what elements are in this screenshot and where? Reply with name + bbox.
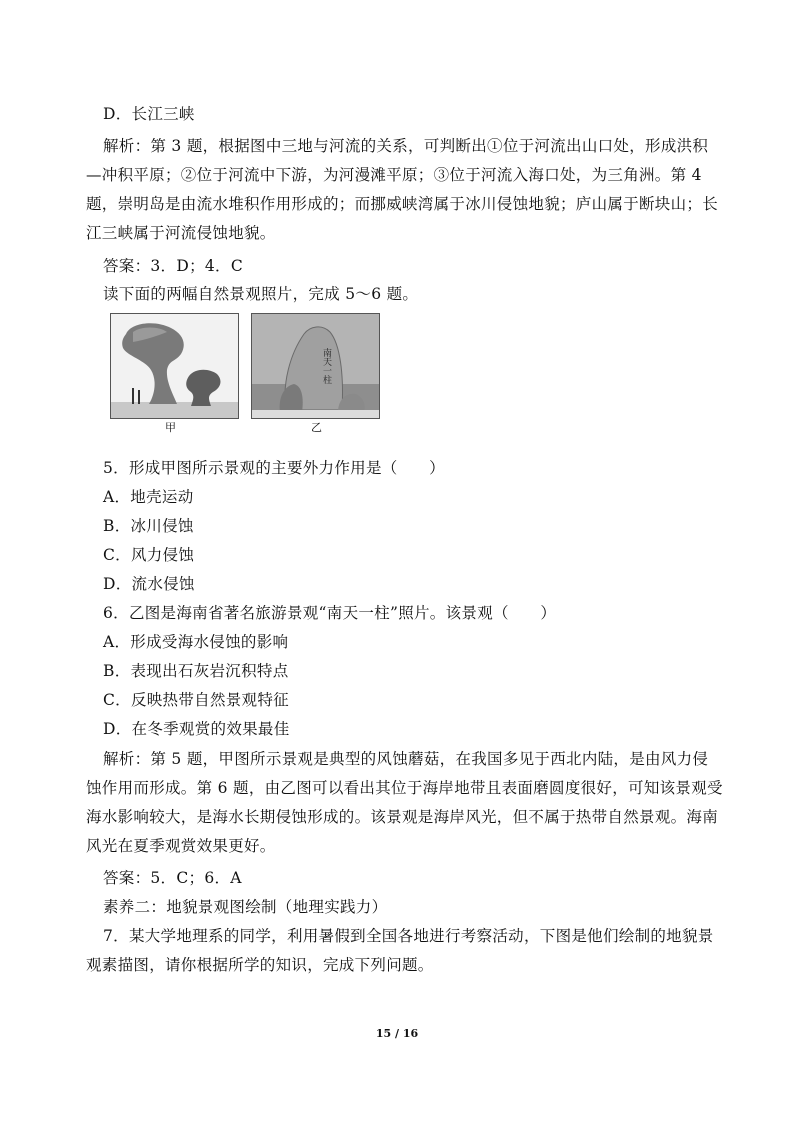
photo-jia (110, 313, 239, 419)
analysis-2-line-3: 海水影响较大，是海水长期侵蚀形成的。该景观是海岸风光，但不属于热带自然景观。海南 (86, 808, 719, 826)
question-intro: 读下面的两幅自然景观照片，完成 5～6 题。 (103, 285, 419, 303)
question-5-option-c: C．风力侵蚀 (103, 546, 195, 564)
question-6-option-b: B．表现出石灰岩沉积特点 (103, 662, 289, 680)
analysis-1-line-2: —冲积平原；②位于河流中下游，为河漫滩平原；③位于河流入海口处，为三角洲。第 4 (86, 166, 702, 184)
analysis-2-line-1: 解析：第 5 题，甲图所示景观是典型的风蚀蘑菇，在我国多见于西北内陆，是由风力侵 (103, 750, 709, 768)
analysis-1-line-1: 解析：第 3 题，根据图中三地与河流的关系，可判断出①位于河流出山口处，形成洪积 (103, 137, 709, 155)
question-7-line-2: 观素描图，请你根据所学的知识，完成下列问题。 (86, 956, 434, 974)
question-5: 5．形成甲图所示景观的主要外力作用是（ ） (103, 459, 445, 477)
analysis-2-line-4: 风光在夏季观赏效果更好。 (86, 837, 276, 855)
analysis-1-line-3: 题，崇明岛是由流水堆积作用形成的；而挪威峡湾属于冰川侵蚀地貌；庐山属于断块山；长 (86, 195, 719, 213)
section-heading: 素养二：地貌景观图绘制（地理实践力） (103, 898, 388, 916)
question-6-option-a: A．形成受海水侵蚀的影响 (103, 633, 289, 651)
page-number: 15 / 16 (375, 1027, 419, 1040)
question-7-line-1: 7．某大学地理系的同学，利用暑假到全国各地进行考察活动，下图是他们绘制的地貌景 (103, 927, 714, 945)
question-6-option-c: C．反映热带自然景观特征 (103, 691, 289, 709)
analysis-2-line-2: 蚀作用而形成。第 6 题，由乙图可以看出其位于海岸地带且表面磨圆度很好，可知该景观受 (86, 779, 723, 797)
answer-line-1: 答案：3．D；4．C (103, 257, 244, 275)
option-d-line: D．长江三峡 (103, 105, 195, 123)
coastal-rock-image (252, 314, 379, 418)
question-6-option-d: D．在冬季观赏的效果最佳 (103, 720, 290, 738)
analysis-paragraph-1 (86, 132, 719, 248)
caption-jia: 甲 (165, 421, 176, 434)
rock-inscription: 南天一柱 (321, 348, 331, 384)
mushroom-rock-image (111, 314, 238, 418)
question-5-option-b: B．冰川侵蚀 (103, 517, 194, 535)
question-7 (86, 922, 715, 980)
analysis-1-line-4: 江三峡属于河流侵蚀地貌。 (86, 224, 276, 242)
question-6: 6．乙图是海南省著名旅游景观“南天一柱”照片。该景观（ ） (103, 604, 557, 622)
caption-yi: 乙 (311, 421, 322, 434)
analysis-paragraph-2 (86, 745, 723, 861)
photo-yi (251, 313, 380, 419)
answer-line-2: 答案：5．C；6．A (103, 869, 242, 887)
question-5-option-a: A．地壳运动 (103, 488, 194, 506)
question-5-option-d: D．流水侵蚀 (103, 575, 195, 593)
